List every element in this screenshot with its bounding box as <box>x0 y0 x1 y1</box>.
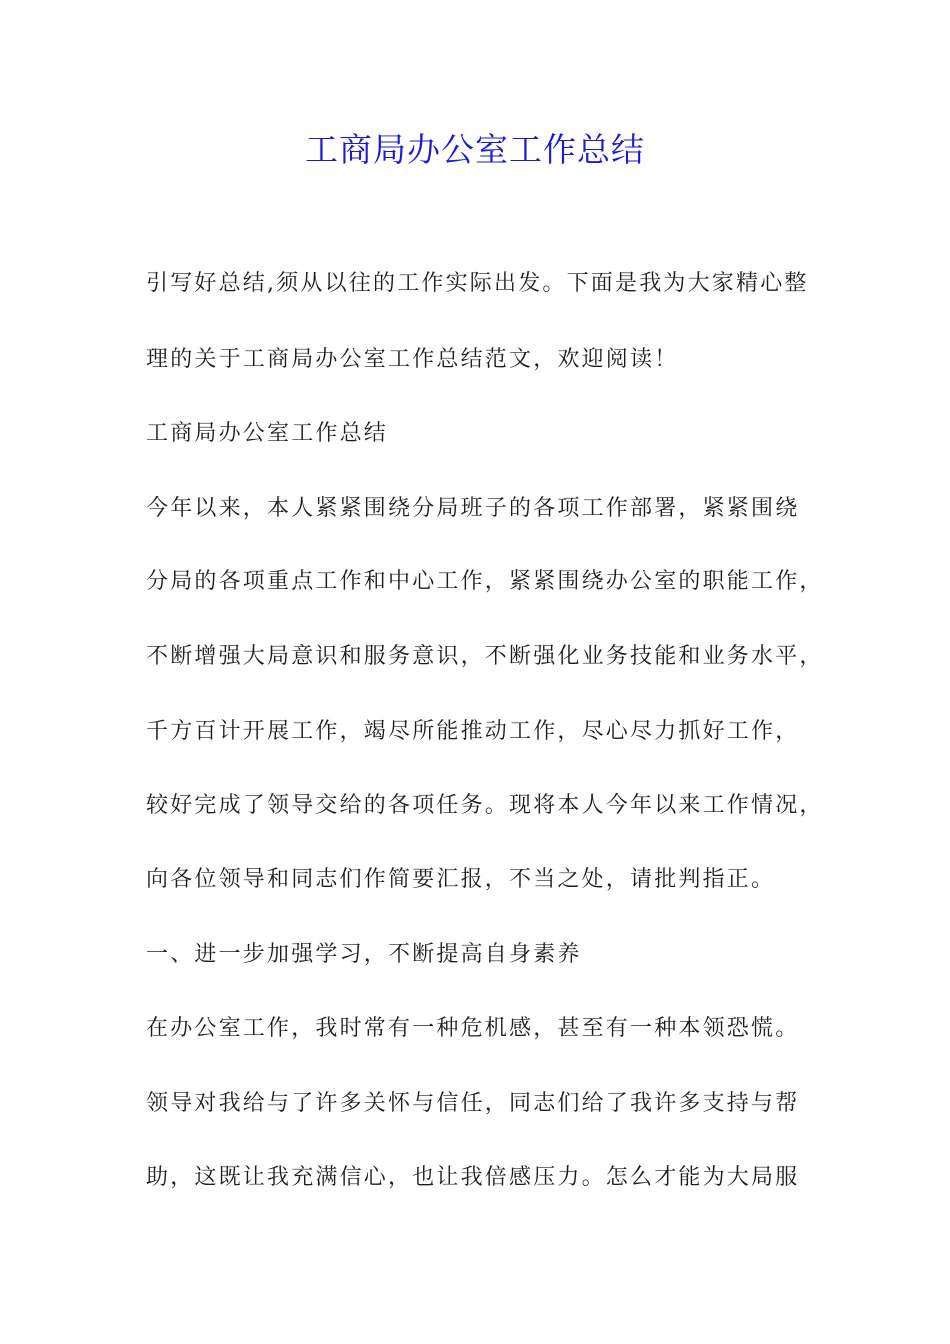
paragraph-line-2: 分局的各项重点工作和中心工作，紧紧围绕办公室的职能工作， <box>146 569 824 594</box>
paragraph-2-line-1: 在办公室工作，我时常有一种危机感，甚至有一种本领恐慌。 <box>146 1016 800 1041</box>
document-title: 工商局办公室工作总结 <box>305 130 645 169</box>
paragraph-2-line-3: 助，这既让我充满信心，也让我倍感压力。怎么才能为大局服 <box>146 1165 800 1190</box>
paragraph-2-line-2: 领导对我给与了许多关怀与信任，同志们给了我许多支持与帮 <box>146 1091 800 1116</box>
subsection-heading-1: 一、进一步加强学习，不断提高自身素养 <box>146 942 582 967</box>
intro-line-1: 引写好总结,须从以往的工作实际出发。下面是我为大家精心整 <box>146 271 809 296</box>
paragraph-line-1: 今年以来，本人紧紧围绕分局班子的各项工作部署，紧紧围绕 <box>146 496 800 521</box>
paragraph-line-4: 千方百计开展工作，竭尽所能推动工作，尽心尽力抓好工作， <box>146 719 800 744</box>
intro-line-2: 理的关于工商局办公室工作总结范文，欢迎阅读！ <box>146 347 679 372</box>
section-heading: 工商局办公室工作总结 <box>146 421 389 446</box>
paragraph-line-3: 不断增强大局意识和服务意识，不断强化业务技能和业务水平， <box>146 644 824 669</box>
paragraph-line-5: 较好完成了领导交给的各项任务。现将本人今年以来工作情况， <box>146 793 824 818</box>
paragraph-line-6: 向各位领导和同志们作简要汇报，不当之处，请批判指正。 <box>146 867 776 892</box>
